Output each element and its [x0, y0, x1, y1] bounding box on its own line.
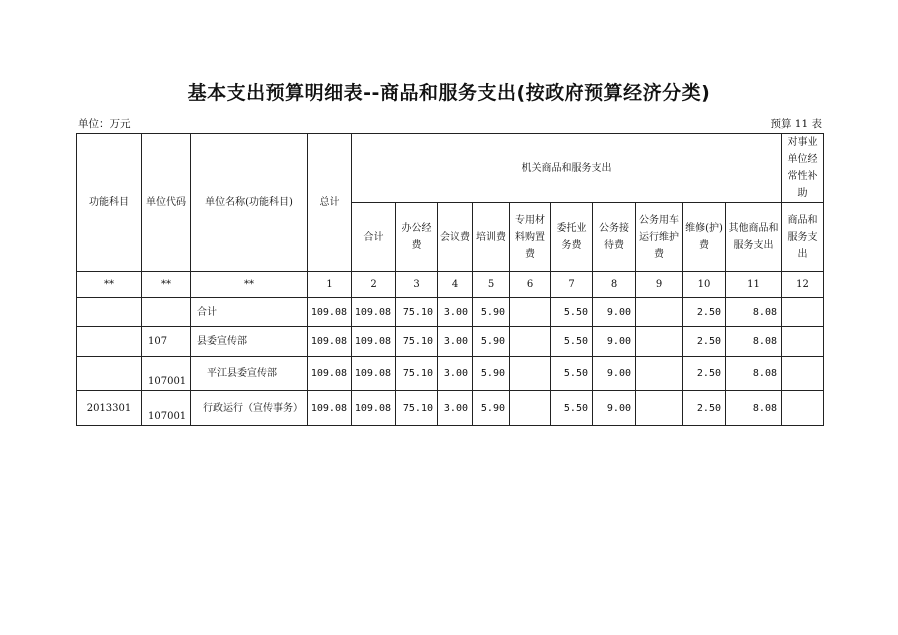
- value-cell: 5.90: [473, 391, 510, 426]
- value-cell: 2.50: [683, 298, 726, 327]
- value-cell: 109.08: [352, 298, 396, 327]
- header-unit-code: 单位代码: [142, 134, 191, 272]
- value-cell: 8.08: [726, 357, 782, 391]
- value-cell: [782, 298, 824, 327]
- header-group-agency: 机关商品和服务支出: [352, 134, 782, 203]
- page-title: 基本支出预算明细表--商品和服务支出(按政府预算经济分类): [187, 82, 711, 104]
- index-cell: 10: [683, 272, 726, 298]
- table-number: 预算 11 表: [770, 118, 822, 130]
- value-cell: 2.50: [683, 327, 726, 357]
- header-sub-cell: 合计: [352, 203, 396, 272]
- value-cell: 9.00: [593, 391, 636, 426]
- value-cell: 109.08: [352, 357, 396, 391]
- header-sub-cell: 专用材料购置费: [510, 203, 551, 272]
- func-subject-cell: 2013301: [77, 391, 142, 426]
- unit-label: 单位：万元: [78, 118, 131, 130]
- index-cell: 12: [782, 272, 824, 298]
- value-cell: 9.00: [593, 298, 636, 327]
- value-cell: 8.08: [726, 298, 782, 327]
- value-cell: [636, 357, 683, 391]
- value-cell: 109.08: [352, 327, 396, 357]
- header-unit-name: 单位名称(功能科目): [191, 134, 308, 272]
- value-cell: 75.10: [396, 298, 438, 327]
- value-cell: 109.08: [352, 391, 396, 426]
- value-cell: [636, 327, 683, 357]
- unit-code-cell: 107001: [142, 357, 191, 391]
- func-subject-cell: [77, 298, 142, 327]
- header-sub-cell: 公务接待费: [593, 203, 636, 272]
- value-cell: [636, 391, 683, 426]
- value-cell: [636, 298, 683, 327]
- value-cell: 5.50: [551, 298, 593, 327]
- index-cell: 7: [551, 272, 593, 298]
- value-cell: [782, 327, 824, 357]
- value-cell: 3.00: [438, 298, 473, 327]
- value-cell: [782, 391, 824, 426]
- value-cell: 5.90: [473, 357, 510, 391]
- header-total: 总计: [308, 134, 352, 272]
- func-subject-cell: [77, 357, 142, 391]
- index-cell: 11: [726, 272, 782, 298]
- value-cell: [510, 298, 551, 327]
- value-cell: [510, 327, 551, 357]
- index-cell: **: [77, 272, 142, 298]
- index-cell: 8: [593, 272, 636, 298]
- index-cell: 3: [396, 272, 438, 298]
- value-cell: [782, 357, 824, 391]
- value-cell: [510, 391, 551, 426]
- header-group-public: 对事业单位经常性补助: [782, 134, 824, 203]
- header-sub-cell: 委托业务费: [551, 203, 593, 272]
- index-cell: 4: [438, 272, 473, 298]
- value-cell: 5.50: [551, 327, 593, 357]
- table-row: [77, 391, 824, 426]
- unit-name-cell: 行政运行（宣传事务）: [191, 391, 308, 426]
- value-cell: 109.08: [308, 391, 352, 426]
- unit-code-cell: 107001: [142, 391, 191, 426]
- value-cell: 8.08: [726, 391, 782, 426]
- value-cell: 109.08: [308, 327, 352, 357]
- header-sub-cell: 会议费: [438, 203, 473, 272]
- index-cell: 6: [510, 272, 551, 298]
- header-sub-cell: 维修(护)费: [683, 203, 726, 272]
- value-cell: 5.50: [551, 391, 593, 426]
- table-row: [77, 357, 824, 391]
- value-cell: 109.08: [308, 298, 352, 327]
- value-cell: 5.50: [551, 357, 593, 391]
- value-cell: 2.50: [683, 357, 726, 391]
- index-cell: **: [191, 272, 308, 298]
- value-cell: 3.00: [438, 391, 473, 426]
- table-row: [77, 327, 824, 357]
- header-sub-cell: 公务用车运行维护费: [636, 203, 683, 272]
- value-cell: 8.08: [726, 327, 782, 357]
- header-sub-cell: 其他商品和服务支出: [726, 203, 782, 272]
- value-cell: 3.00: [438, 327, 473, 357]
- header-row-1: [77, 134, 824, 203]
- func-subject-cell: [77, 327, 142, 357]
- unit-code-cell: 107: [142, 327, 191, 357]
- unit-name-cell: 平江县委宣传部: [191, 357, 308, 391]
- value-cell: 75.10: [396, 327, 438, 357]
- index-cell: **: [142, 272, 191, 298]
- value-cell: 75.10: [396, 357, 438, 391]
- header-sub-cell: 商品和服务支出: [782, 203, 824, 272]
- table-row: [77, 298, 824, 327]
- value-cell: 3.00: [438, 357, 473, 391]
- header-func-subject: 功能科目: [77, 134, 142, 272]
- unit-name-cell: 合计: [191, 298, 308, 327]
- value-cell: 2.50: [683, 391, 726, 426]
- index-row: [77, 272, 824, 298]
- unit-name-cell: 县委宣传部: [191, 327, 308, 357]
- header-sub-cell: 培训费: [473, 203, 510, 272]
- index-cell: 2: [352, 272, 396, 298]
- value-cell: 5.90: [473, 327, 510, 357]
- value-cell: 75.10: [396, 391, 438, 426]
- value-cell: [510, 357, 551, 391]
- value-cell: 9.00: [593, 357, 636, 391]
- index-cell: 9: [636, 272, 683, 298]
- index-cell: 5: [473, 272, 510, 298]
- value-cell: 9.00: [593, 327, 636, 357]
- index-cell: 1: [308, 272, 352, 298]
- value-cell: 109.08: [308, 357, 352, 391]
- header-sub-cell: 办公经费: [396, 203, 438, 272]
- budget-table: [76, 133, 824, 426]
- value-cell: 5.90: [473, 298, 510, 327]
- unit-code-cell: [142, 298, 191, 327]
